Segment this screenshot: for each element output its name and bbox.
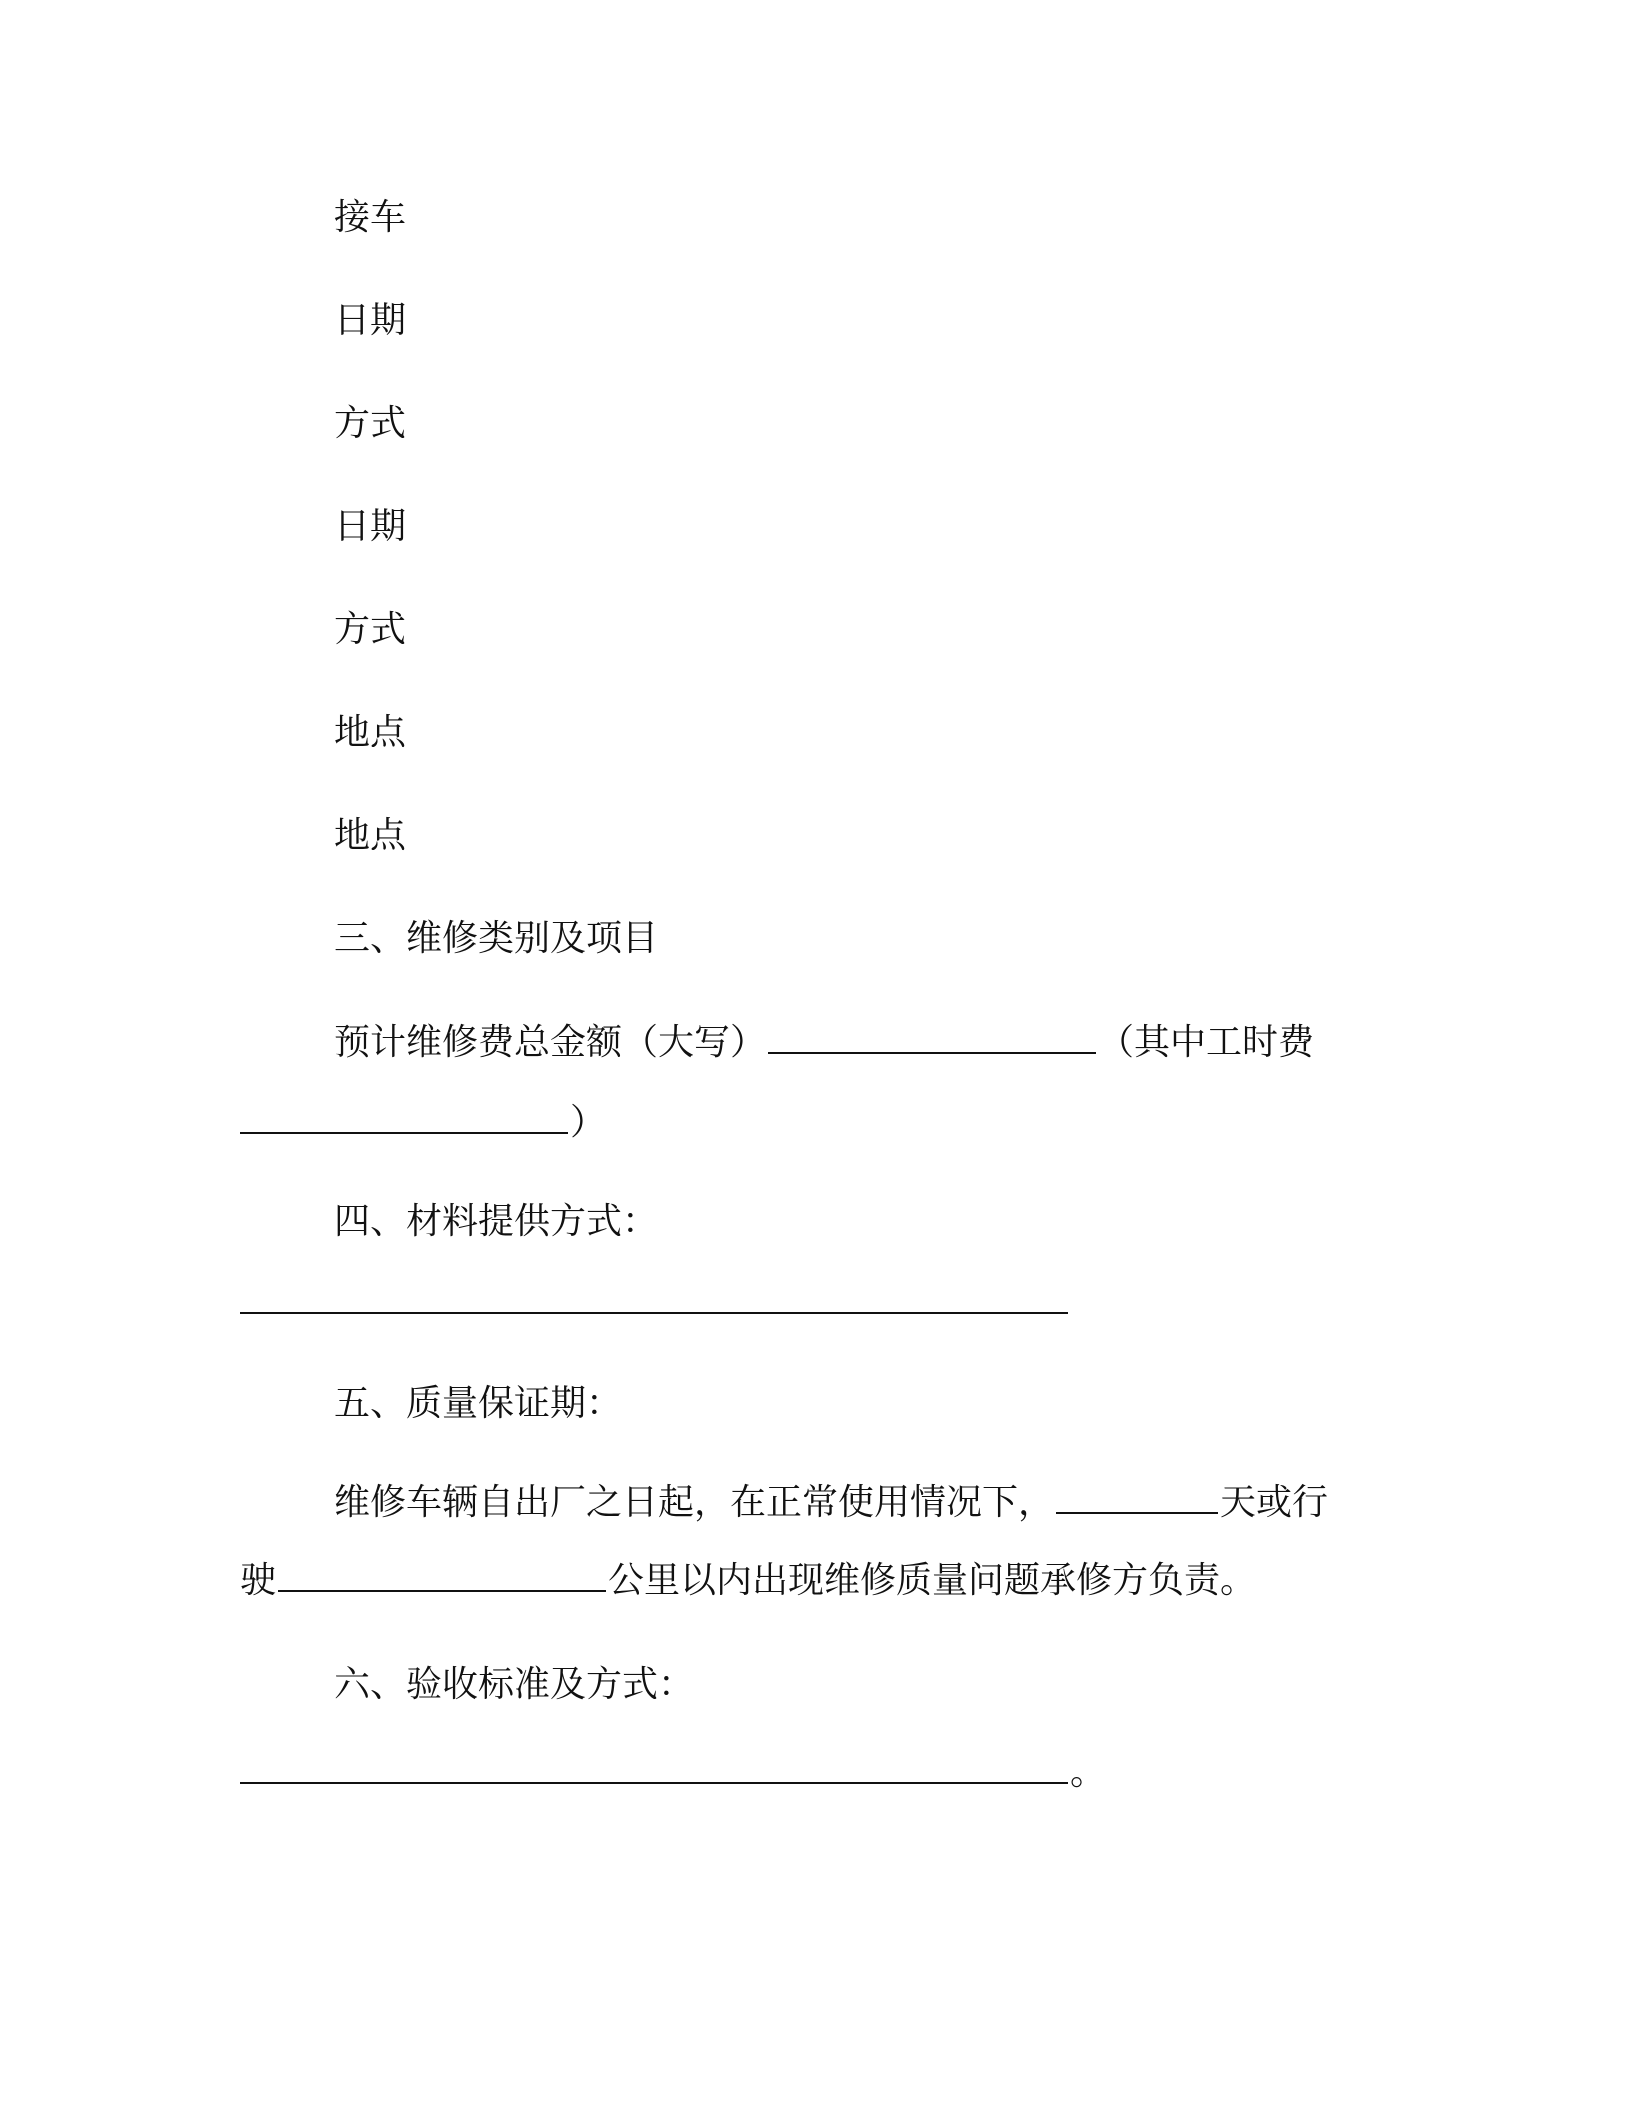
warranty-km-blank[interactable] [278, 1558, 606, 1592]
section-5-heading: 五、质量保证期： [334, 1383, 623, 1424]
warranty-days-blank[interactable] [1056, 1480, 1218, 1514]
label-date-2: 日期 [334, 506, 407, 547]
warranty-text-2: 天或行 [1220, 1482, 1329, 1523]
warranty-text-4: 公里以内出现维修质量问题承修方负责。 [608, 1560, 1257, 1601]
warranty-text-3: 驶 [240, 1560, 277, 1601]
label-method-1: 方式 [334, 403, 407, 444]
section-4-heading: 四、材料提供方式： [334, 1201, 659, 1242]
material-method-line [240, 1280, 1070, 1325]
estimate-labor-prefix: （其中工时费 [1098, 1022, 1315, 1063]
estimate-suffix: ） [570, 1102, 607, 1143]
section-6-heading: 六、验收标准及方式： [334, 1664, 695, 1705]
warranty-text-1: 维修车辆自出厂之日起，在正常使用情况下， [334, 1482, 1055, 1523]
material-method-blank[interactable] [240, 1280, 1068, 1314]
warranty-line-2 [240, 1558, 1256, 1603]
acceptance-line [240, 1750, 1106, 1795]
label-location-2: 地点 [334, 815, 407, 856]
label-location-1: 地点 [334, 712, 407, 753]
label-method-2: 方式 [334, 609, 407, 650]
acceptance-blank[interactable] [240, 1750, 1068, 1784]
label-pickup: 接车 [334, 197, 407, 238]
labor-fee-blank[interactable] [240, 1100, 568, 1134]
estimate-line [334, 1020, 1314, 1065]
acceptance-end-mark: 。 [1070, 1752, 1107, 1793]
label-date-1: 日期 [334, 300, 407, 341]
section-3-heading: 三、维修类别及项目 [334, 918, 659, 959]
warranty-line-1 [334, 1480, 1328, 1525]
estimate-total-blank[interactable] [768, 1020, 1096, 1054]
estimate-prefix: 预计维修费总金额（大写） [334, 1022, 767, 1063]
estimate-labor-line [240, 1100, 606, 1145]
